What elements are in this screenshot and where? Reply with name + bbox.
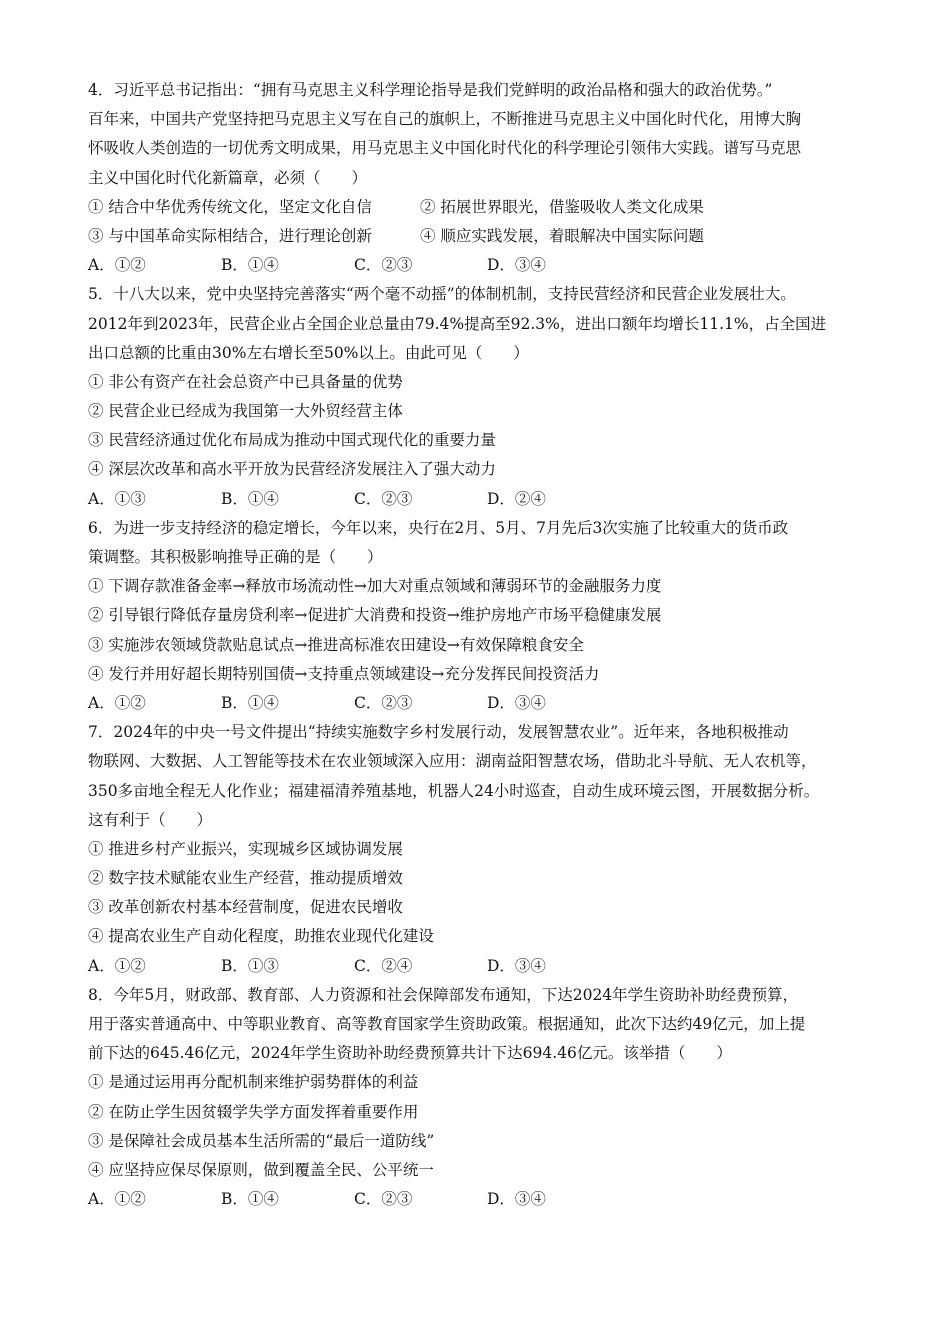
option-2: ② 民营企业已经成为我国第一大外贸经营主体 [88,402,403,421]
question-stem-line: 怀吸收人类创造的一切优秀文明成果，用马克思主义中国化时代化的科学理论引领伟大实践。谱写马克思 [88,139,802,158]
question-stem-line: 物联网、大数据、人工智能等技术在农业领域深入应用：湖南益阳智慧农场，借助北斗导航、无人农机等， [88,752,817,771]
option-3: ③ 实施涉农领域贷款贴息试点→推进高标准农田建设→有效保障粮食安全 [88,635,584,654]
choice-c: C．②④ [354,956,413,975]
question-stem-line: 前下达的645.46亿元，2024年学生资助补助经费预算共计下达694.46亿元。该举措（ ） [88,1044,732,1063]
option-3: ③ 改革创新农村基本经营制度，促进农民增收 [88,898,403,917]
answer-choices [88,1185,888,1214]
option-1: ① 结合中华优秀传统文化，坚定文化自信 [88,197,372,216]
choice-a: A．①② [88,693,146,712]
question-stem-line: 2012年到2023年，民营企业占全国企业总量由79.4%提高至92.3%，进出口额年均增长11.1%，占全国进 [88,314,827,333]
choice-b: B．①③ [221,956,279,975]
question-stem-line: 4．习近平总书记指出：“拥有马克思主义科学理论指导是我们党鲜明的政治品格和强大的政治优势。” [88,81,773,99]
choice-b: B．①④ [221,693,279,712]
choice-a: A．①② [88,1190,146,1209]
option-2: ② 引导银行降低存量房贷利率→促进扩大消费和投资→维护房地产市场平稳健康发展 [88,606,662,625]
answer-choices [88,952,888,981]
option-2: ② 拓展世界眼光，借鉴吸收人类文化成果 [420,197,704,216]
question-8 [88,981,888,1215]
option-1: ① 是通过运用再分配机制来维护弱势群体的利益 [88,1073,419,1092]
option-3: ③ 是保障社会成员基本生活所需的“最后一道防线” [88,1131,435,1150]
choice-c: C．②③ [354,693,413,712]
option-4: ④ 深层次改革和高水平开放为民营经济发展注入了强大动力 [88,460,496,479]
option-3: ③ 民营经济通过优化布局成为推动中国式现代化的重要力量 [88,431,496,450]
choice-b: B．①④ [221,1190,279,1209]
question-stem-line: 出口总额的比重由30%左右增长至50%以上。由此可见（ ） [88,343,529,362]
question-5 [88,280,888,514]
option-4: ④ 顺应实践发展，着眼解决中国实际问题 [420,226,704,245]
option-4: ④ 应坚持应保尽保原则，做到覆盖全民、公平统一 [88,1160,434,1179]
choice-b: B．①④ [221,256,279,275]
question-6 [88,514,888,718]
choice-c: C．②③ [354,489,413,508]
choice-c: C．②③ [354,1190,413,1209]
choice-d: D．②④ [487,489,546,508]
option-pair [88,222,888,251]
choice-b: B．①④ [221,489,279,508]
question-stem-line: 7．2024年的中央一号文件提出“持续实施数字乡村发展行动，发展智慧农业”。近年来，各地积极推动 [88,723,789,742]
answer-choices [88,689,888,718]
question-stem-line: 8．今年5月，财政部、教育部、人力资源和社会保障部发布通知，下达2024年学生资助补助经费预算， [88,985,799,1004]
option-1: ① 非公有资产在社会总资产中已具备量的优势 [88,372,403,391]
question-stem-line: 6．为进一步支持经济的稳定增长，今年以来，央行在2月、5月、7月先后3次实施了比较重大的货币政 [88,518,789,537]
question-4 [88,76,888,280]
option-2: ② 在防止学生因贫辍学失学方面发挥着重要作用 [88,1102,419,1121]
option-1: ① 下调存款准备金率→释放市场流动性→加大对重点领域和薄弱环节的金融服务力度 [88,577,662,596]
choice-a: A．①② [88,956,146,975]
choice-d: D．③④ [487,956,546,975]
question-stem-line: 策调整。其积极影响推导正确的是（ ） [88,548,383,566]
option-4: ④ 发行并用好超长期特别国债→支持重点领域建设→充分发挥民间投资活力 [88,664,600,683]
choice-d: D．③④ [487,256,546,275]
question-7 [88,718,888,981]
choice-d: D．③④ [487,1190,546,1209]
question-stem-line: 350多亩地全程无人化作业；福建福清养殖基地，机器人24小时巡查，自动生成环境云图，开展数据分析。 [88,781,820,800]
option-2: ② 数字技术赋能农业生产经营，推动提质增效 [88,869,403,888]
question-stem-line: 主义中国化时代化新篇章，必须（ ） [88,168,368,187]
choice-a: A．①③ [88,489,146,508]
exam-page [88,76,888,1214]
choice-c: C．②③ [354,256,413,275]
question-stem-line: 用于落实普通高中、中等职业教育、高等教育国家学生资助政策。根据通知，此次下达约49亿元，加上提 [88,1015,806,1033]
choice-a: A．①② [88,256,146,275]
answer-choices [88,485,888,514]
option-4: ④ 提高农业生产自动化程度，助推农业现代化建设 [88,927,434,946]
option-1: ① 推进乡村产业振兴，实现城乡区域协调发展 [88,839,403,858]
option-3: ③ 与中国革命实际相结合，进行理论创新 [88,226,372,245]
question-stem-line: 这有利于（ ） [88,810,213,829]
choice-d: D．③④ [487,693,546,712]
answer-choices [88,251,888,280]
question-stem-line: 5．十八大以来，党中央坚持完善落实“两个毫不动摇”的体制机制，支持民营经济和民营企业发展壮大。 [88,285,796,304]
option-pair [88,193,888,222]
question-stem-line: 百年来，中国共产党坚持把马克思主义写在自己的旗帜上，不断推进马克思主义中国化时代化，用博大胸 [88,110,802,129]
